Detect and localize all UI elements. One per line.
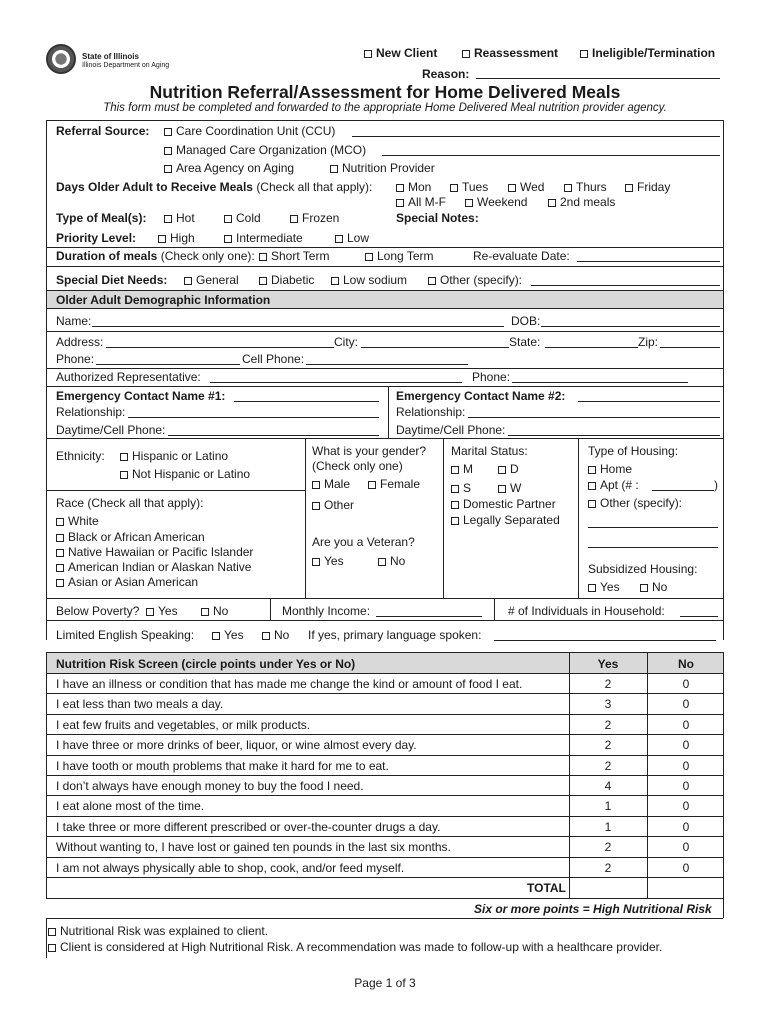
auth-rep-phone-label: Phone: xyxy=(472,370,511,384)
checkbox[interactable] xyxy=(164,165,172,173)
veteran-no[interactable]: No xyxy=(378,554,405,568)
row-divider xyxy=(46,673,723,674)
risk-row-yes-points[interactable]: 4 xyxy=(604,779,612,793)
risk-row-yes-points[interactable]: 2 xyxy=(604,860,612,875)
row-divider xyxy=(46,877,723,878)
risk-row-no-points[interactable]: 0 xyxy=(682,840,690,855)
city-field[interactable] xyxy=(361,347,509,348)
row-divider xyxy=(46,857,723,858)
agency-name: State of Illinois xyxy=(82,52,139,61)
reevaluate-field[interactable] xyxy=(577,261,720,262)
poverty-yes[interactable]: Yes xyxy=(146,604,178,618)
risk-row-text: I have tooth or mouth problems that make it hard for me to eat. xyxy=(56,758,389,773)
risk-row-no-points[interactable]: 0 xyxy=(682,819,690,834)
checkbox[interactable] xyxy=(378,558,386,566)
risk-row-yes-points[interactable]: 2 xyxy=(604,677,612,691)
checkbox[interactable] xyxy=(290,215,298,223)
reason-field[interactable] xyxy=(476,78,720,79)
checkbox[interactable] xyxy=(364,50,372,58)
subsidized-label: Subsidized Housing: xyxy=(588,562,698,576)
dob-field[interactable] xyxy=(541,326,720,327)
row-divider xyxy=(46,714,723,715)
checkbox[interactable] xyxy=(564,184,572,192)
mco-field[interactable] xyxy=(382,155,720,156)
day-tues[interactable]: Tues xyxy=(450,180,488,194)
priority-intermediate[interactable]: Intermediate xyxy=(224,231,303,245)
checkbox[interactable] xyxy=(335,235,343,243)
state-field[interactable] xyxy=(545,347,638,348)
checkbox[interactable] xyxy=(365,253,373,261)
ec2-label: Emergency Contact Name #2: xyxy=(396,389,566,403)
race-asian[interactable]: Asian or Asian American xyxy=(56,575,198,589)
risk-row-yes-points[interactable]: 1 xyxy=(604,799,612,814)
checkbox[interactable] xyxy=(48,944,56,952)
income-label: Monthly Income: xyxy=(282,604,371,618)
risk-row-no-points[interactable]: 0 xyxy=(682,677,690,691)
checkbox[interactable] xyxy=(312,558,320,566)
gender-female[interactable]: Female xyxy=(368,477,420,491)
auth-rep-field[interactable] xyxy=(210,382,462,383)
ec2-relationship-field[interactable] xyxy=(468,417,720,418)
english-label: Limited English Speaking: xyxy=(56,628,195,642)
checkbox[interactable] xyxy=(259,253,267,261)
row-divider xyxy=(46,693,723,694)
risk-row-yes-points[interactable]: 2 xyxy=(604,738,612,753)
priority-label: Priority Level: xyxy=(56,231,137,245)
risk-explained-check[interactable]: Nutritional Risk was explained to client. xyxy=(48,924,268,938)
duration-label: Duration of meals (Check only one): xyxy=(56,249,255,263)
ec1-relationship-label: Relationship: xyxy=(56,405,126,419)
risk-row-text: I have three or more drinks of beer, liquor, or wine almost every day. xyxy=(56,738,417,753)
checkbox[interactable] xyxy=(588,466,596,474)
poverty-no[interactable]: No xyxy=(201,604,228,618)
checkbox[interactable] xyxy=(330,165,338,173)
household-label: # of Individuals in Household: xyxy=(508,604,665,618)
risk-row-yes-points[interactable]: 2 xyxy=(604,717,612,732)
dob-label: DOB: xyxy=(511,314,541,328)
checkbox[interactable] xyxy=(462,50,470,58)
checkbox[interactable] xyxy=(451,517,459,525)
row-divider xyxy=(46,836,723,837)
checkbox[interactable] xyxy=(48,928,56,936)
phone-field[interactable] xyxy=(96,364,240,365)
ethnicity-not-hispanic[interactable]: Not Hispanic or Latino xyxy=(120,467,250,481)
days-label: Days Older Adult to Receive Meals (Check all that apply): xyxy=(56,180,373,194)
checkbox[interactable] xyxy=(56,534,64,542)
risk-row-text: I don’t always have enough money to buy the food I need. xyxy=(56,779,364,793)
english-no[interactable]: No xyxy=(262,628,289,642)
race-label: Race (Check all that apply): xyxy=(56,496,204,510)
housing-label: Type of Housing: xyxy=(588,444,679,458)
page-number: Page 1 of 3 xyxy=(354,976,416,990)
risk-row-text: I am not always physically able to shop, cook, and/or feed myself. xyxy=(56,860,405,875)
checkbox[interactable] xyxy=(396,184,404,192)
form-subtitle: This form must be completed and forwarded to the appropriate Home Delivered Meal nutrition provider agency. xyxy=(103,102,667,114)
marital-d[interactable]: D xyxy=(498,462,519,476)
checkbox[interactable] xyxy=(548,199,556,207)
checkbox[interactable] xyxy=(184,277,192,285)
referral-label: Referral Source: xyxy=(56,124,150,138)
risk-yes-header: Yes xyxy=(597,657,619,671)
diet-other[interactable]: Other (specify): xyxy=(428,273,522,287)
ec1-relationship-field[interactable] xyxy=(128,417,379,418)
risk-row-text: I eat less than two meals a day. xyxy=(56,697,224,712)
risk-no-header: No xyxy=(678,657,694,671)
duration-long[interactable]: Long Term xyxy=(365,249,433,263)
checkbox[interactable] xyxy=(498,466,506,474)
special-notes-label: Special Notes: xyxy=(396,211,479,225)
apt-close-paren: ) xyxy=(714,478,718,492)
checkbox[interactable] xyxy=(262,632,270,640)
ec1-field[interactable] xyxy=(234,401,379,402)
row-divider xyxy=(46,755,723,756)
language-label: If yes, primary language spoken: xyxy=(308,628,482,642)
row-divider xyxy=(46,734,723,735)
ec2-daytime-label: Daytime/Cell Phone: xyxy=(396,423,506,437)
marital-w[interactable]: W xyxy=(498,481,521,495)
cell-phone-field[interactable] xyxy=(306,364,468,365)
meal-frozen[interactable]: Frozen xyxy=(290,211,339,225)
row-divider xyxy=(46,795,723,796)
race-american-indian[interactable]: American Indian or Alaskan Native xyxy=(56,560,251,574)
cell-phone-label: Cell Phone: xyxy=(242,352,305,366)
housing-other-field-2[interactable] xyxy=(588,547,718,548)
checkbox[interactable] xyxy=(164,215,172,223)
risk-row-yes-points[interactable]: 2 xyxy=(604,840,612,855)
income-field[interactable] xyxy=(376,616,482,617)
gender-hint: (Check only one) xyxy=(312,459,403,473)
status-ineligible[interactable]: Ineligible/Termination xyxy=(580,46,715,60)
city-label: City: xyxy=(334,335,358,349)
checkbox[interactable] xyxy=(508,184,516,192)
checkbox[interactable] xyxy=(640,584,648,592)
checkbox[interactable] xyxy=(146,608,154,616)
form-title: Nutrition Referral/Assessment for Home Delivered Meals xyxy=(149,82,621,102)
demographic-header: Older Adult Demographic Information xyxy=(56,293,271,307)
ec1-label: Emergency Contact Name #1: xyxy=(56,389,226,403)
ethnicity-label: Ethnicity: xyxy=(56,449,105,463)
checkbox[interactable] xyxy=(201,608,209,616)
marital-s[interactable]: S xyxy=(451,481,471,495)
row-divider xyxy=(46,775,723,776)
risk-row-no-points[interactable]: 0 xyxy=(682,779,690,793)
checkbox[interactable] xyxy=(224,215,232,223)
housing-home[interactable]: Home xyxy=(588,462,632,476)
day-2nd-meals[interactable]: 2nd meals xyxy=(548,195,615,209)
checkbox[interactable] xyxy=(625,184,633,192)
diet-diabetic[interactable]: Diabetic xyxy=(259,273,314,287)
risk-row-text: I have an illness or condition that has made me change the kind or amount of food I eat. xyxy=(56,677,523,691)
risk-row-text: I eat alone most of the time. xyxy=(56,799,205,814)
checkbox[interactable] xyxy=(120,471,128,479)
household-field[interactable] xyxy=(680,616,718,617)
gender-other[interactable]: Other xyxy=(312,498,354,512)
checkbox[interactable] xyxy=(331,277,339,285)
risk-row-no-points[interactable]: 0 xyxy=(682,697,690,712)
day-all[interactable]: All M-F xyxy=(396,195,446,209)
zip-label: Zip: xyxy=(638,335,659,349)
day-wed[interactable]: Wed xyxy=(508,180,544,194)
row-divider xyxy=(46,816,723,817)
marital-separated[interactable]: Legally Separated xyxy=(451,513,560,527)
diet-low-sodium[interactable]: Low sodium xyxy=(331,273,407,287)
checkbox[interactable] xyxy=(164,147,172,155)
diet-other-field[interactable] xyxy=(531,285,720,286)
risk-note: Six or more points = High Nutritional Risk xyxy=(474,902,712,916)
checkbox[interactable] xyxy=(164,128,172,136)
meal-hot[interactable]: Hot xyxy=(164,211,195,225)
ec2-field[interactable] xyxy=(578,401,720,402)
checkbox[interactable] xyxy=(312,502,320,510)
subsidized-yes[interactable]: Yes xyxy=(588,580,620,594)
marital-domestic[interactable]: Domestic Partner xyxy=(451,497,556,511)
day-weekend[interactable]: Weekend xyxy=(465,195,527,209)
meal-cold[interactable]: Cold xyxy=(224,211,261,225)
gender-male[interactable]: Male xyxy=(312,477,350,491)
meal-type-label: Type of Meal(s): xyxy=(56,211,147,225)
state-seal-icon xyxy=(46,44,76,74)
ec2-relationship-label: Relationship: xyxy=(396,405,466,419)
priority-high[interactable]: High xyxy=(158,231,195,245)
day-friday[interactable]: Friday xyxy=(625,180,670,194)
checkbox[interactable] xyxy=(451,501,459,509)
auth-rep-label: Authorized Representative: xyxy=(56,370,201,384)
risk-row-no-points[interactable]: 0 xyxy=(682,738,690,753)
checkbox[interactable] xyxy=(56,564,64,572)
checkbox[interactable] xyxy=(120,453,128,461)
state-label: State: xyxy=(509,335,541,349)
special-diet-label: Special Diet Needs: xyxy=(56,273,168,287)
risk-row-no-points[interactable]: 0 xyxy=(682,860,690,875)
risk-row-text: I eat few fruits and vegetables, or milk products. xyxy=(56,717,311,732)
housing-apt[interactable]: Apt (# : xyxy=(588,478,639,492)
name-field[interactable] xyxy=(92,326,504,327)
risk-row-yes-points[interactable]: 1 xyxy=(604,819,612,834)
duration-short[interactable]: Short Term xyxy=(259,249,329,263)
address-label: Address: xyxy=(56,335,104,349)
high-risk-check[interactable]: Client is considered at High Nutritional Risk. A recommendation was made to follow-up with a healthcare provider. xyxy=(48,940,662,954)
referral-aaa[interactable]: Area Agency on Aging xyxy=(164,161,294,175)
housing-other[interactable]: Other (specify): xyxy=(588,496,682,510)
marital-m[interactable]: M xyxy=(451,462,473,476)
reason-label: Reason: xyxy=(422,67,470,81)
marital-label: Marital Status: xyxy=(451,444,528,458)
auth-rep-phone-field[interactable] xyxy=(512,382,688,383)
reevaluate-label: Re-evaluate Date: xyxy=(473,249,570,263)
referral-provider[interactable]: Nutrition Provider xyxy=(330,161,435,175)
phone-label: Phone: xyxy=(56,352,95,366)
checkbox[interactable] xyxy=(580,50,588,58)
ccu-field[interactable] xyxy=(352,136,720,137)
checkbox[interactable] xyxy=(158,235,166,243)
referral-mco[interactable]: Managed Care Organization (MCO) xyxy=(164,143,366,157)
race-white[interactable]: White xyxy=(56,514,99,528)
risk-row-text: Without wanting to, I have lost or gained ten pounds in the last six months. xyxy=(56,840,451,855)
ec1-daytime-label: Daytime/Cell Phone: xyxy=(56,423,166,437)
risk-row-no-points[interactable]: 0 xyxy=(682,717,690,732)
risk-total-label: TOTAL xyxy=(527,881,566,895)
checkbox[interactable] xyxy=(588,482,596,490)
veteran-yes[interactable]: Yes xyxy=(312,554,344,568)
checkbox[interactable] xyxy=(312,481,320,489)
english-yes[interactable]: Yes xyxy=(212,628,244,642)
checkbox[interactable] xyxy=(212,632,220,640)
risk-row-no-points[interactable]: 0 xyxy=(682,758,690,773)
checkbox[interactable] xyxy=(224,235,232,243)
checkbox[interactable] xyxy=(450,184,458,192)
checkbox[interactable] xyxy=(451,466,459,474)
zip-field[interactable] xyxy=(660,347,720,348)
checkbox[interactable] xyxy=(588,584,596,592)
poverty-label: Below Poverty? xyxy=(56,604,140,618)
checkbox[interactable] xyxy=(259,277,267,285)
checkbox[interactable] xyxy=(396,199,404,207)
ethnicity-hispanic[interactable]: Hispanic or Latino xyxy=(120,449,228,463)
checkbox[interactable] xyxy=(498,485,506,493)
checkbox[interactable] xyxy=(56,549,64,557)
risk-row-yes-points[interactable]: 2 xyxy=(604,758,612,773)
apt-number-field[interactable] xyxy=(652,490,714,491)
gender-question: What is your gender? xyxy=(312,444,427,458)
risk-header: Nutrition Risk Screen (circle points under Yes or No) xyxy=(56,657,356,671)
priority-low[interactable]: Low xyxy=(335,231,369,245)
veteran-question: Are you a Veteran? xyxy=(312,535,415,549)
subsidized-no[interactable]: No xyxy=(640,580,667,594)
risk-row-yes-points[interactable]: 3 xyxy=(604,697,612,712)
diet-general[interactable]: General xyxy=(184,273,239,287)
name-label: Name: xyxy=(56,314,92,328)
agency-department: Illinois Department on Aging xyxy=(82,62,170,69)
risk-row-no-points[interactable]: 0 xyxy=(682,799,690,814)
checkbox[interactable] xyxy=(428,277,436,285)
checkbox[interactable] xyxy=(588,500,596,508)
risk-row-text: I take three or more different prescribed or over-the-counter drugs a day. xyxy=(56,819,441,834)
checkbox[interactable] xyxy=(56,579,64,587)
address-field[interactable] xyxy=(106,347,334,348)
checkbox[interactable] xyxy=(451,485,459,493)
checkbox[interactable] xyxy=(56,518,64,526)
checkbox[interactable] xyxy=(465,199,473,207)
status-reassessment[interactable]: Reassessment xyxy=(462,46,558,60)
ec1-daytime-field[interactable] xyxy=(168,435,379,436)
language-field[interactable] xyxy=(494,640,716,641)
housing-other-field[interactable] xyxy=(588,527,718,528)
referral-ccu[interactable]: Care Coordination Unit (CCU) xyxy=(164,124,335,138)
ec2-daytime-field[interactable] xyxy=(508,435,720,436)
day-mon[interactable]: Mon xyxy=(396,180,431,194)
day-thurs[interactable]: Thurs xyxy=(564,180,607,194)
status-new-client[interactable]: New Client xyxy=(364,46,437,60)
race-hawaiian[interactable]: Native Hawaiian or Pacific Islander xyxy=(56,545,253,559)
checkbox[interactable] xyxy=(368,481,376,489)
race-black[interactable]: Black or African American xyxy=(56,530,205,544)
